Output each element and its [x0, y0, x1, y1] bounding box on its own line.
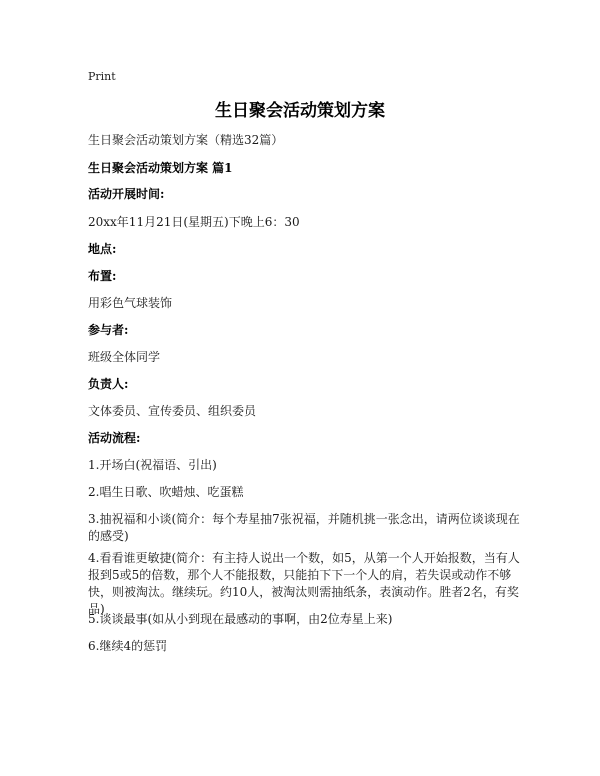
decor-value: 用彩色气球装饰 [88, 296, 173, 310]
subtitle: 生日聚会活动策划方案（精选32篇） [88, 133, 284, 147]
time-value: 20xx年11月21日(星期五)下晚上6：30 [88, 215, 300, 229]
participants-value: 班级全体同学 [88, 350, 161, 364]
participants-label: 参与者: [88, 323, 129, 337]
section-title: 生日聚会活动策划方案 篇1 [88, 161, 233, 175]
responsible-label: 负责人: [88, 377, 129, 391]
list-item: 1.开场白(祝福语、引出) [88, 458, 217, 472]
place-label: 地点: [88, 242, 117, 256]
list-item: 5.谈谈最事(如从小到现在最感动的事啊，由2位寿星上来) [88, 612, 393, 626]
list-item: 3.抽祝福和小谈(简介：每个寿星抽7张祝福，并随机挑一张念出，请两位谈谈现在的感受) [88, 512, 520, 543]
decor-label: 布置: [88, 269, 117, 283]
document-title: 生日聚会活动策划方案 [215, 101, 385, 121]
list-item: 4.看看谁更敏捷(简介：有主持人说出一个数，如5，从第一个人开始报数，当有人报到5或5的倍数，那个人不能报数，只能拍下下一个人的肩，若失误或动作不够快，则被淘汰。继续玩。约10人，被淘汰则需抽纸条，表演动作。胜者2名，有奖品) [88, 551, 520, 616]
list-item: 2.唱生日歌、吹蜡烛、吃蛋糕 [88, 485, 244, 499]
process-label: 活动流程: [88, 431, 141, 445]
list-item: 6.继续4的惩罚 [88, 639, 168, 653]
responsible-value: 文体委员、宣传委员、组织委员 [88, 404, 257, 418]
print-label: Print [88, 70, 116, 83]
time-label: 活动开展时间: [88, 187, 165, 201]
